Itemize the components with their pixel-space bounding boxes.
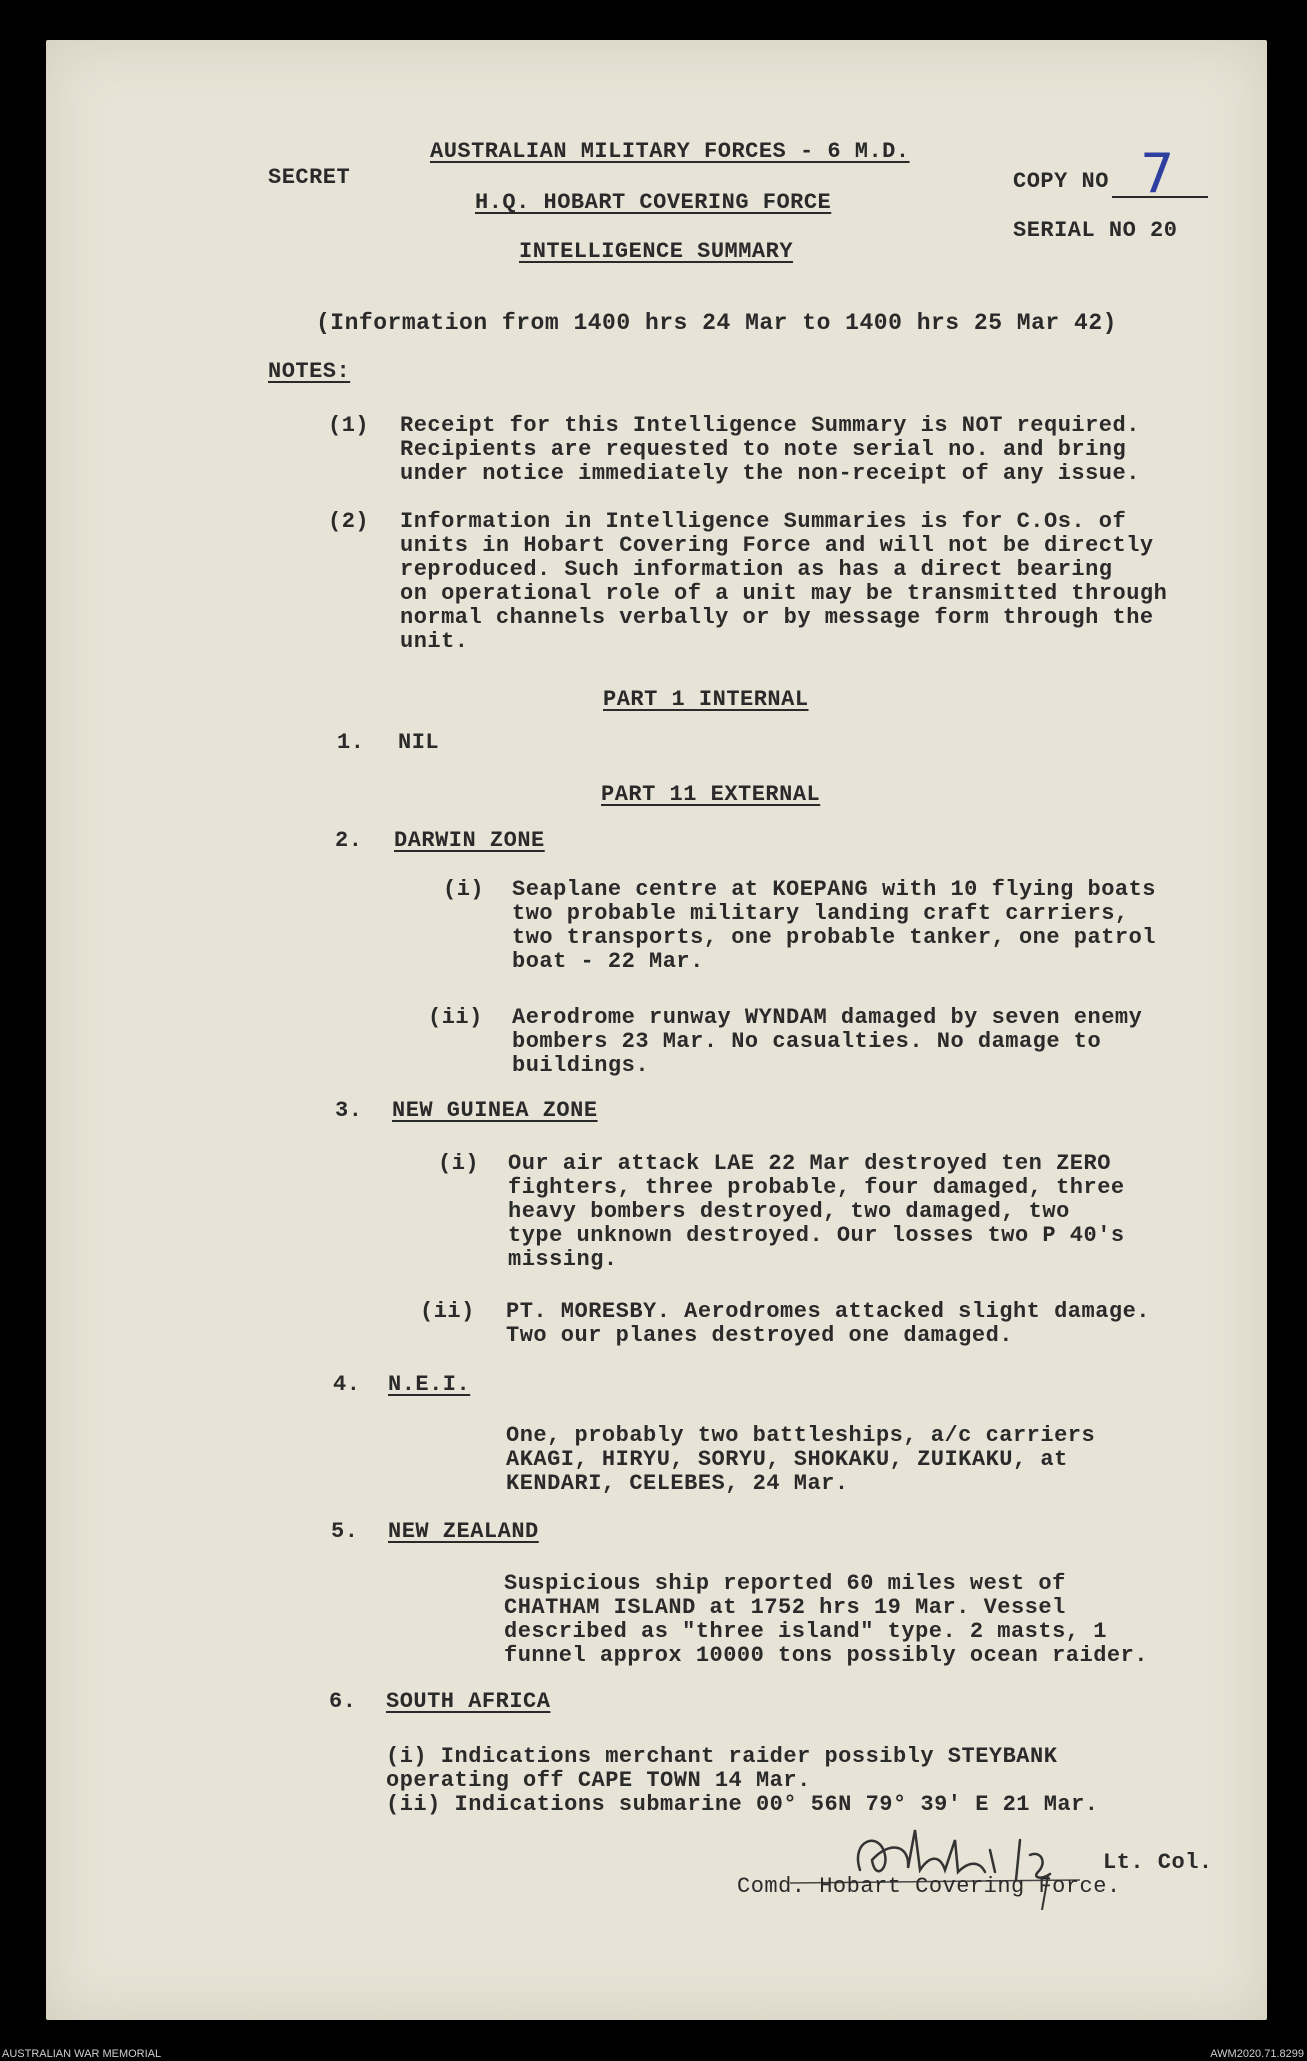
section-4-line-1: One, probably two battleships, a/c carriers [506, 1423, 1096, 1448]
section-4-number: 4. [333, 1372, 361, 1397]
section-2-i-line-4: boat - 22 Mar. [512, 949, 704, 974]
copy-number-label: COPY NO [1013, 169, 1109, 194]
section-3-ii-line-1: PT. MORESBY. Aerodromes attacked slight damage. [506, 1299, 1151, 1324]
section-2-i-line-1: Seaplane centre at KOEPANG with 10 flying boats [512, 877, 1157, 902]
section-2-i-line-2: two probable military landing craft carriers, [512, 901, 1129, 926]
section-6-line-1: (i) Indications merchant raider possibly STEYBANK [386, 1744, 1058, 1769]
section-3-i-line-5: missing. [508, 1247, 618, 1272]
note-2-line-2: units in Hobart Covering Force and will not be directly [400, 533, 1154, 558]
section-3-i-number: (i) [438, 1151, 480, 1176]
section-2-i-line-3: two transports, one probable tanker, one patrol [512, 925, 1157, 950]
section-3-i-line-2: fighters, three probable, four damaged, three [508, 1175, 1125, 1200]
section-3-i-line-4: type unknown destroyed. Our losses two P 40's [508, 1223, 1125, 1248]
section-6-line-3: (ii) Indications submarine 00° 56N 79° 39' E 21 Mar. [386, 1792, 1099, 1817]
header-line-1: AUSTRALIAN MILITARY FORCES - 6 M.D. [430, 139, 910, 164]
signatory-title: Comd. Hobart Covering Force. [737, 1874, 1121, 1899]
section-5-line-3: described as "three island" type. 2 masts, 1 [504, 1619, 1107, 1644]
note-2-line-6: unit. [400, 629, 469, 654]
note-2-line-4: on operational role of a unit may be transmitted through [400, 581, 1168, 606]
header-line-3: INTELLIGENCE SUMMARY [519, 239, 794, 264]
section-3-title: NEW GUINEA ZONE [392, 1098, 598, 1123]
section-4-title: N.E.I. [388, 1372, 471, 1397]
note-2-line-1: Information in Intelligence Summaries is for C.Os. of [400, 509, 1127, 534]
section-1-number: 1. [337, 730, 365, 755]
section-3-i-line-3: heavy bombers destroyed, two damaged, two [508, 1199, 1070, 1224]
note-1-line-3: under notice immediately the non-receipt of any issue. [400, 461, 1140, 486]
section-2-ii-line-3: buildings. [512, 1053, 650, 1078]
note-1-line-2: Recipients are requested to note serial no. and bring [400, 437, 1127, 462]
copy-number-handwritten: 7 [1140, 142, 1175, 205]
section-5-line-1: Suspicious ship reported 60 miles west of [504, 1571, 1066, 1596]
section-1-text: NIL [398, 730, 440, 755]
part-2-heading: PART 11 EXTERNAL [601, 782, 821, 807]
section-6-number: 6. [329, 1689, 357, 1714]
section-2-number: 2. [335, 828, 363, 853]
header-line-2: H.Q. HOBART COVERING FORCE [475, 190, 832, 215]
section-3-ii-number: (ii) [420, 1299, 475, 1324]
section-3-i-line-1: Our air attack LAE 22 Mar destroyed ten ZERO [508, 1151, 1111, 1176]
section-6-title: SOUTH AFRICA [386, 1689, 551, 1714]
section-2-ii-number: (ii) [428, 1005, 483, 1030]
section-5-number: 5. [331, 1519, 359, 1544]
part-1-heading: PART 1 INTERNAL [603, 687, 809, 712]
signatory-rank: Lt. Col. [1103, 1850, 1213, 1875]
serial-number: SERIAL NO 20 [1013, 218, 1178, 243]
section-2-ii-line-2: bombers 23 Mar. No casualties. No damage to [512, 1029, 1102, 1054]
note-2-line-5: normal channels verbally or by message form through the [400, 605, 1154, 630]
classification-label: SECRET [268, 165, 351, 190]
section-4-line-2: AKAGI, HIRYU, SORYU, SHOKAKU, ZUIKAKU, at [506, 1447, 1068, 1472]
note-2-line-3: reproduced. Such information as has a direct bearing [400, 557, 1113, 582]
archive-footer-right: AWM2020.71.8299 [1210, 2048, 1304, 2060]
section-5-line-2: CHATHAM ISLAND at 1752 hrs 19 Mar. Vessel [504, 1595, 1066, 1620]
notes-heading: NOTES: [268, 359, 351, 384]
section-3-ii-line-2: Two our planes destroyed one damaged. [506, 1323, 1013, 1348]
section-5-line-4: funnel approx 10000 tons possibly ocean raider. [504, 1643, 1149, 1668]
information-period: (Information from 1400 hrs 24 Mar to 1400 hrs 25 Mar 42) [316, 310, 1117, 336]
section-3-number: 3. [335, 1098, 363, 1123]
section-2-i-number: (i) [443, 877, 485, 902]
section-2-title: DARWIN ZONE [394, 828, 545, 853]
section-2-ii-line-1: Aerodrome runway WYNDAM damaged by seven enemy [512, 1005, 1143, 1030]
note-2-number: (2) [328, 509, 370, 534]
archive-footer-left: AUSTRALIAN WAR MEMORIAL [2, 2048, 162, 2060]
note-1-number: (1) [328, 413, 370, 438]
section-6-line-2: operating off CAPE TOWN 14 Mar. [386, 1768, 811, 1793]
section-4-line-3: KENDARI, CELEBES, 24 Mar. [506, 1471, 849, 1496]
section-5-title: NEW ZEALAND [388, 1519, 539, 1544]
note-1-line-1: Receipt for this Intelligence Summary is NOT required. [400, 413, 1140, 438]
